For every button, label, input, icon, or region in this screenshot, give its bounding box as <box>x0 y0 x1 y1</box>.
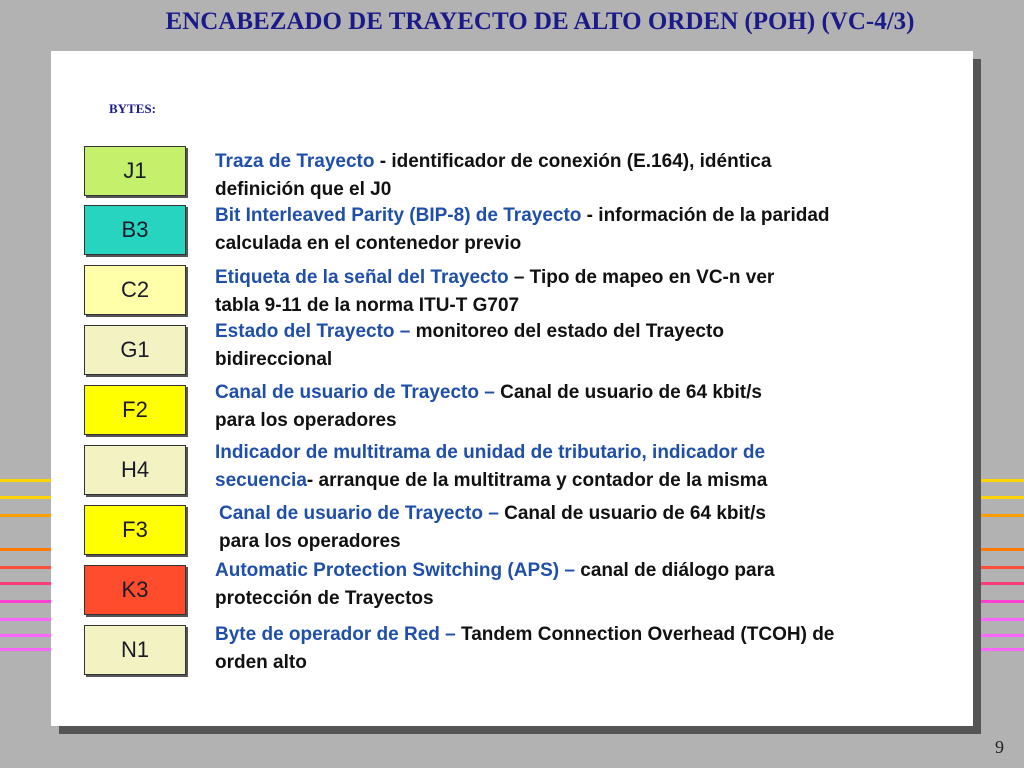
desc-line2: para los operadores <box>215 410 397 431</box>
byte-code: F3 <box>122 517 148 542</box>
desc-highlight: Traza de Trayecto <box>215 151 375 172</box>
desc-line2: tabla 9-11 de la norma ITU-T G707 <box>215 295 520 316</box>
byte-box-h4 <box>84 445 186 495</box>
desc-rest: Tandem Connection Overhead (TCOH) de <box>461 624 835 645</box>
stripe-line <box>975 496 1024 499</box>
stripe-line <box>975 600 1024 603</box>
desc-highlight: Indicador de multitrama de unidad de tributario, indicador de <box>215 442 766 463</box>
slide-title: ENCABEZADO DE TRAYECTO DE ALTO ORDEN (POH) (VC-4/3) <box>165 8 915 35</box>
desc-line2: orden alto <box>215 652 307 673</box>
byte-code: K3 <box>121 577 149 602</box>
desc-highlight: Etiqueta de la señal del Trayecto <box>215 267 509 288</box>
byte-code: N1 <box>120 637 150 662</box>
byte-box-c2 <box>84 265 186 315</box>
byte-box-k3 <box>84 565 186 615</box>
byte-code: C2 <box>120 277 150 302</box>
desc-highlight: Estado del Trayecto – <box>215 321 416 342</box>
desc-rest: – Tipo de mapeo en VC-n ver <box>508 267 775 288</box>
byte-desc-n1 <box>215 621 965 677</box>
byte-desc-f2 <box>215 379 965 435</box>
stripe-line <box>975 566 1024 569</box>
stripe-line <box>975 634 1024 637</box>
page-number: 9 <box>995 737 1004 757</box>
desc-highlight: Byte de operador de Red – <box>215 624 462 645</box>
byte-desc-h4 <box>215 439 965 495</box>
byte-box-g1 <box>84 325 186 375</box>
stripe-line <box>975 479 1024 482</box>
desc-line2: definición que el J0 <box>215 179 392 200</box>
byte-desc-j1 <box>215 148 965 204</box>
desc-rest: - identificador de conexión (E.164), idéntica <box>374 151 772 172</box>
byte-desc-b3 <box>215 202 965 258</box>
desc-highlight: Bit Interleaved Parity (BIP-8) de Trayecto <box>215 205 582 226</box>
stripe-line <box>975 514 1024 517</box>
desc-rest: monitoreo del estado del Trayecto <box>415 321 724 342</box>
desc-highlight: Automatic Protection Switching (APS) – <box>215 560 581 581</box>
desc-rest: canal de diálogo para <box>580 560 775 581</box>
stripe-line <box>975 582 1024 585</box>
desc-line2: bidireccional <box>215 349 333 370</box>
byte-desc-c2 <box>215 264 965 320</box>
desc-rest: Canal de usuario de 64 kbit/s <box>500 382 762 403</box>
stripe-line <box>975 548 1024 551</box>
desc-line2: calculada en el contenedor previo <box>215 233 522 254</box>
byte-code: J1 <box>123 158 147 183</box>
desc-highlight: Canal de usuario de Trayecto – <box>219 503 505 524</box>
desc-line2-highlight: secuencia <box>215 470 307 491</box>
stripe-line <box>975 648 1024 651</box>
byte-desc-g1 <box>215 318 965 374</box>
desc-rest: Canal de usuario de 64 kbit/s <box>504 503 766 524</box>
bytes-label: BYTES: <box>109 101 156 116</box>
byte-box-f3 <box>84 505 186 555</box>
byte-code: B3 <box>121 217 149 242</box>
desc-line2: - arranque de la multitrama y contador de la misma <box>306 470 768 491</box>
byte-box-j1 <box>84 146 186 196</box>
desc-rest: - información de la paridad <box>581 205 830 226</box>
byte-desc-f3 <box>219 500 969 556</box>
byte-box-b3 <box>84 205 186 255</box>
byte-box-f2 <box>84 385 186 435</box>
desc-line2: para los operadores <box>219 531 401 552</box>
byte-code: G1 <box>120 337 150 362</box>
byte-desc-k3 <box>215 557 965 613</box>
desc-line2: protección de Trayectos <box>215 588 434 609</box>
byte-code: F2 <box>122 397 148 422</box>
desc-highlight: Canal de usuario de Trayecto – <box>215 382 501 403</box>
byte-code: H4 <box>120 457 150 482</box>
stripe-line <box>975 618 1024 621</box>
byte-box-n1 <box>84 625 186 675</box>
